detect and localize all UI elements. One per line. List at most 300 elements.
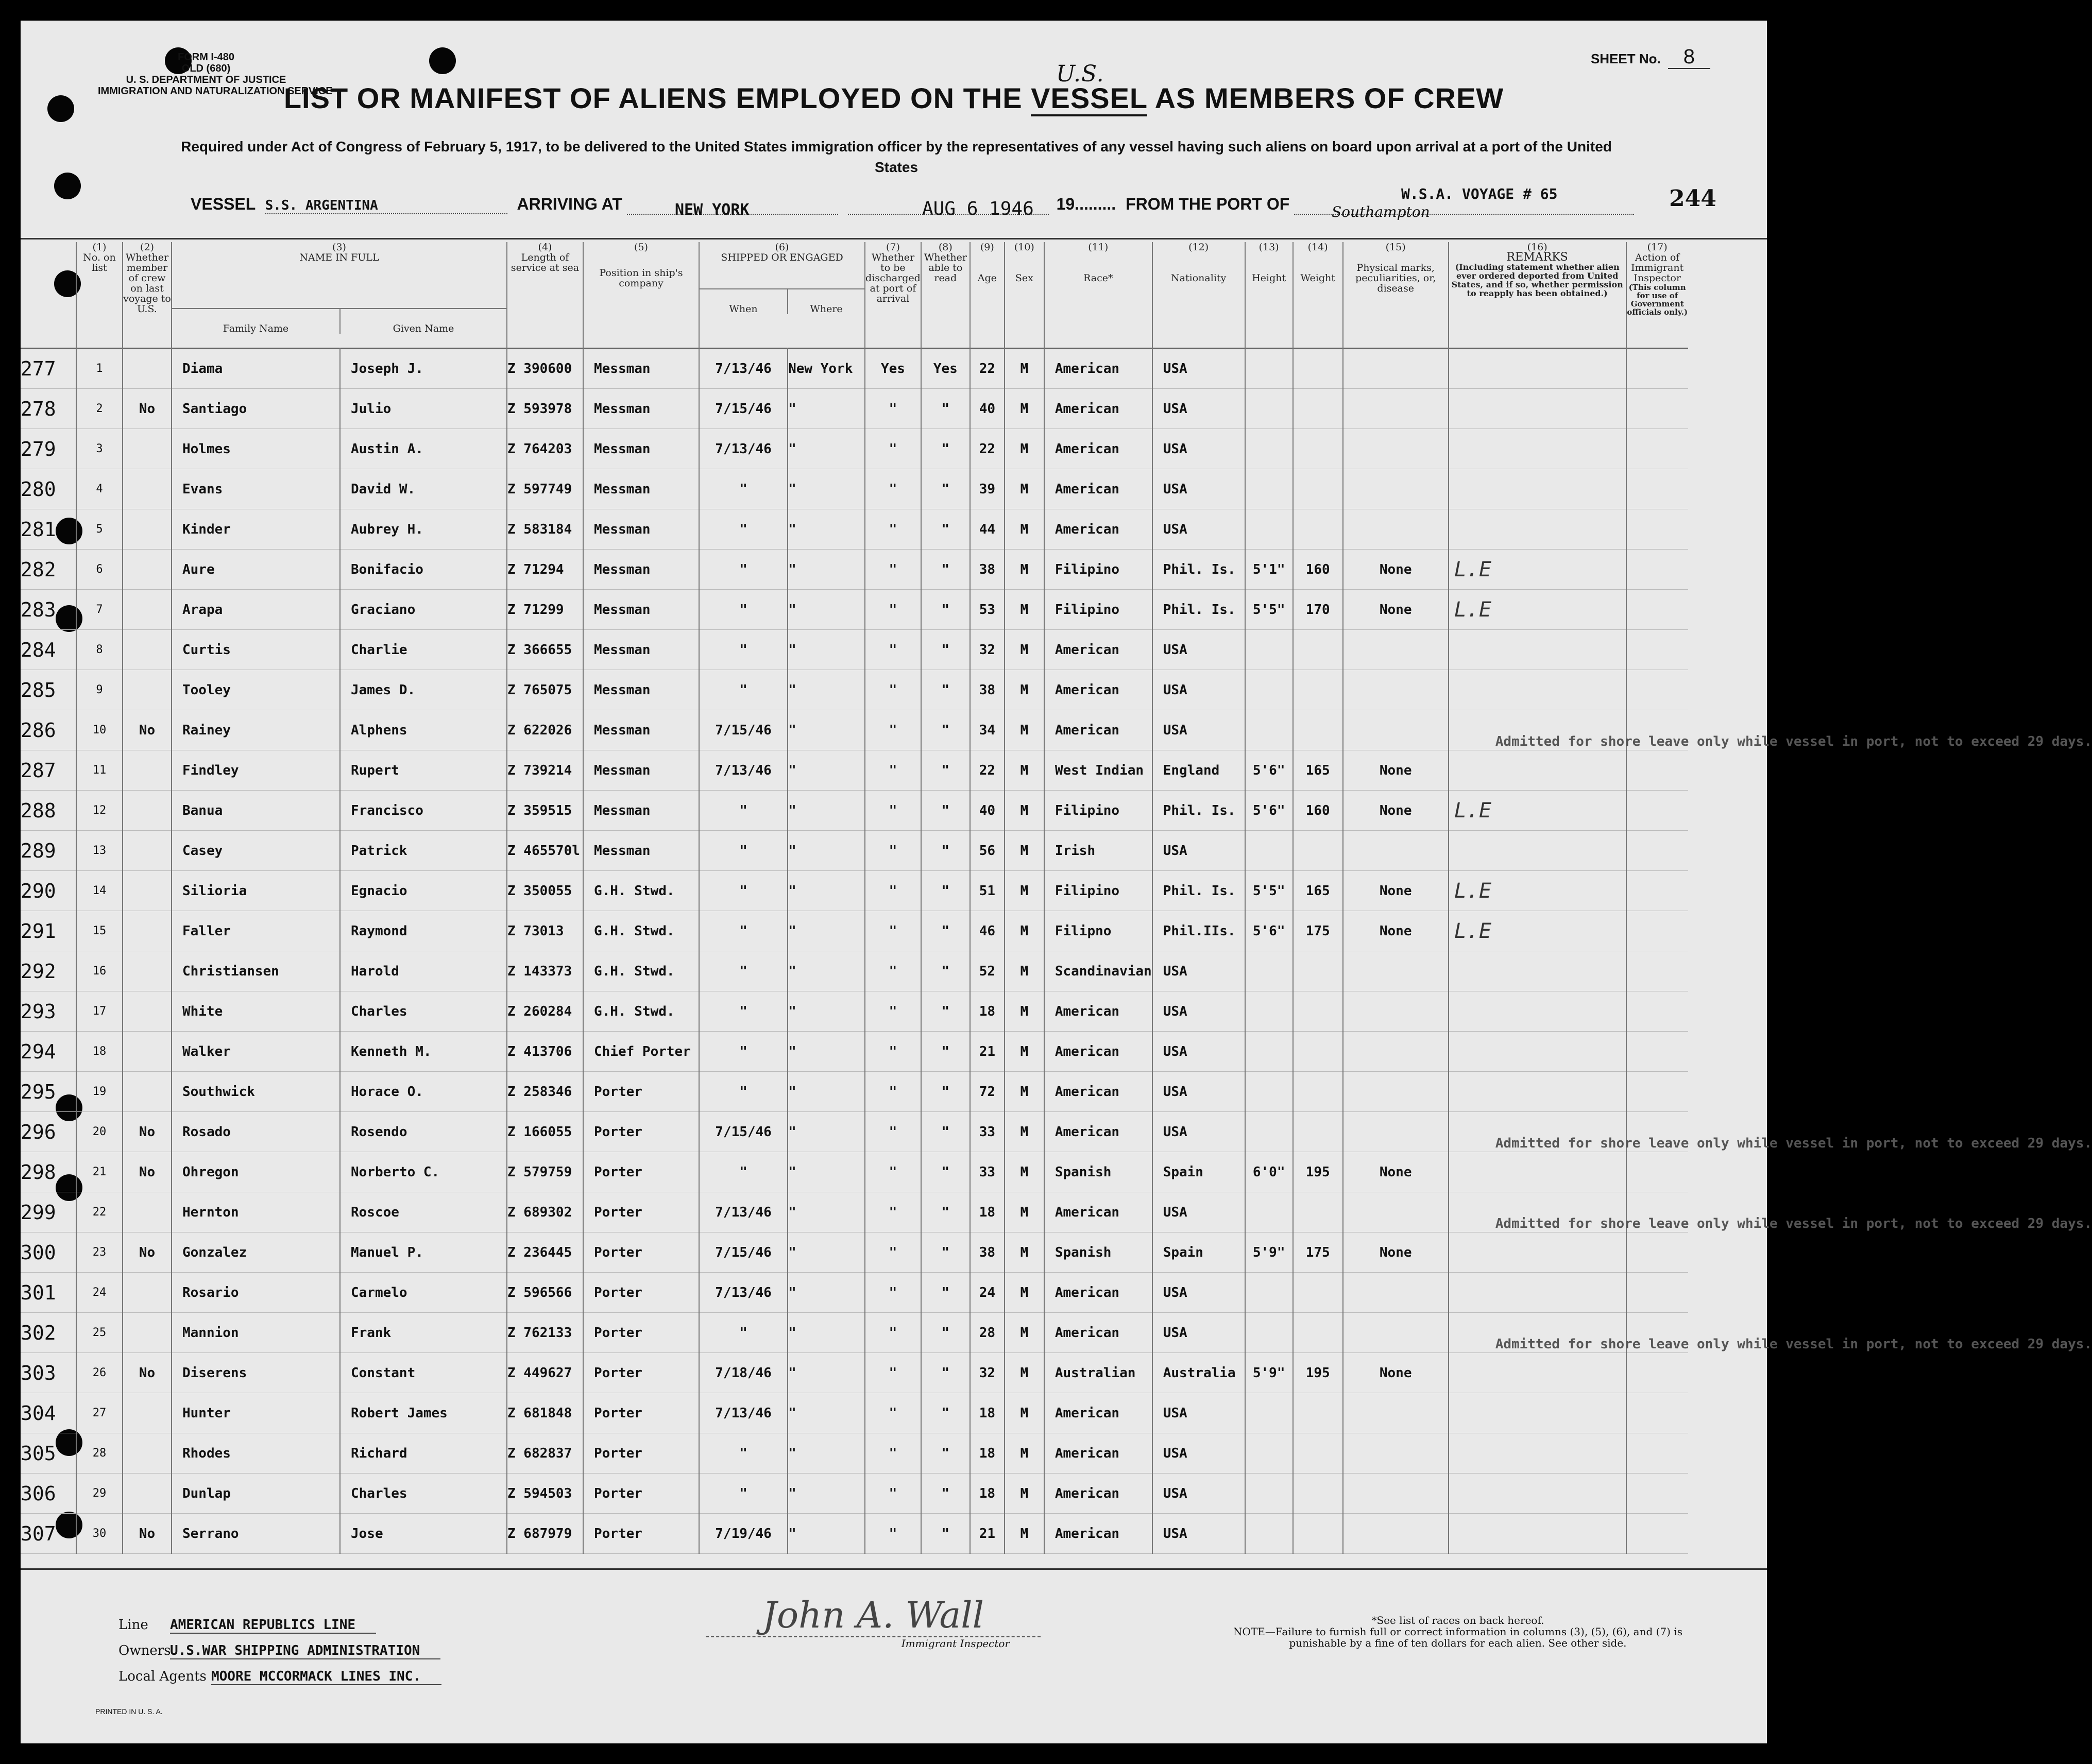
- physical-marks-cell: [1343, 951, 1449, 991]
- race-cell: American: [1044, 1393, 1152, 1433]
- given-name-cell: David W.: [340, 469, 507, 509]
- table-row: [21, 1514, 1688, 1554]
- certificate-cell: Z 258346: [507, 1072, 583, 1112]
- inspector-action-cell: [1626, 1474, 1688, 1514]
- inspector-action-cell: [1626, 670, 1688, 710]
- list-number-cell: 29: [76, 1474, 123, 1514]
- table-row: [21, 348, 1688, 389]
- weight-cell: [1293, 1273, 1343, 1313]
- able-to-read-cell: ": [921, 871, 970, 911]
- shipped-when-cell: ": [699, 831, 788, 871]
- shipped-when-cell: 7/15/46: [699, 389, 788, 429]
- sheet-number: [1591, 45, 1710, 68]
- height-cell: [1245, 1514, 1293, 1554]
- discharged-cell: ": [865, 1032, 921, 1072]
- line-number-cell: 303: [21, 1361, 56, 1384]
- age-cell: 22: [970, 348, 1005, 389]
- age-cell: 72: [970, 1072, 1005, 1112]
- shipped-where-cell: ": [788, 1313, 865, 1353]
- weight-cell: 165: [1293, 871, 1343, 911]
- printed-in: PRINTED IN U. S. A.: [95, 1707, 163, 1716]
- table-row: [21, 1273, 1688, 1313]
- family-name-cell: Curtis: [172, 630, 340, 670]
- family-name-cell: Gonzalez: [172, 1232, 340, 1273]
- table-row: [21, 710, 1688, 750]
- shipped-where-cell: ": [788, 1474, 865, 1514]
- form-number: FORM I-480: [177, 52, 235, 63]
- col-3-header: (3) NAME IN FULL Family Name Given Name: [172, 242, 507, 348]
- list-number-cell: 6: [76, 550, 123, 590]
- height-cell: [1245, 1474, 1293, 1514]
- discharged-cell: ": [865, 871, 921, 911]
- sex-cell: M: [1005, 1112, 1044, 1152]
- position-cell: Porter: [583, 1474, 699, 1514]
- physical-marks-cell: [1343, 1273, 1449, 1313]
- shipped-when-cell: ": [699, 791, 788, 831]
- inspector-action-cell: [1626, 871, 1688, 911]
- line-number-cell: 291: [21, 919, 56, 943]
- able-to-read-cell: ": [921, 951, 970, 991]
- sex-cell: M: [1005, 710, 1044, 750]
- last-voyage-cell: [123, 670, 172, 710]
- certificate-cell: Z 71299: [507, 590, 583, 630]
- height-cell: [1245, 469, 1293, 509]
- family-name-cell: Banua: [172, 791, 340, 831]
- list-number-cell: 18: [76, 1032, 123, 1072]
- list-number-cell: 2: [76, 389, 123, 429]
- physical-marks-cell: [1343, 509, 1449, 550]
- discharged-cell: ": [865, 831, 921, 871]
- family-name-cell: Mannion: [172, 1313, 340, 1353]
- last-voyage-cell: No: [123, 1353, 172, 1393]
- given-name-cell: Horace O.: [340, 1072, 507, 1112]
- shipped-when-cell: 7/18/46: [699, 1353, 788, 1393]
- last-voyage-cell: [123, 750, 172, 791]
- height-cell: 5'6": [1245, 911, 1293, 951]
- shipped-where-cell: ": [788, 911, 865, 951]
- list-number-cell: 23: [76, 1232, 123, 1273]
- race-cell: Filipino: [1044, 550, 1152, 590]
- inspector-action-cell: [1626, 791, 1688, 831]
- height-cell: [1245, 670, 1293, 710]
- shipped-when-cell: ": [699, 1313, 788, 1353]
- shipped-where-cell: ": [788, 871, 865, 911]
- last-voyage-cell: [123, 791, 172, 831]
- line-number-cell: 302: [21, 1321, 56, 1344]
- certificate-cell: Z 597749: [507, 469, 583, 509]
- nationality-cell: Phil. Is.: [1152, 590, 1245, 630]
- height-cell: [1245, 991, 1293, 1032]
- title-part-b: VESSEL: [1031, 82, 1147, 116]
- discharged-cell: ": [865, 911, 921, 951]
- discharged-cell: ": [865, 951, 921, 991]
- line-number-cell: 287: [21, 759, 56, 782]
- last-voyage-cell: [123, 509, 172, 550]
- year-label: 19.........: [1056, 195, 1116, 213]
- physical-marks-cell: None: [1343, 791, 1449, 831]
- discharged-cell: ": [865, 1072, 921, 1112]
- table-row: [21, 991, 1688, 1032]
- sex-cell: M: [1005, 1152, 1044, 1192]
- weight-cell: [1293, 429, 1343, 469]
- shipped-where-cell: ": [788, 1273, 865, 1313]
- given-name-cell: Rupert: [340, 750, 507, 791]
- remarks-cell: [1449, 1136, 2092, 1192]
- service: IMMIGRATION AND NATURALIZATION SERVICE: [98, 85, 333, 97]
- weight-cell: [1293, 1072, 1343, 1112]
- height-cell: 6'0": [1245, 1152, 1293, 1192]
- certificate-cell: Z 764203: [507, 429, 583, 469]
- given-name-cell: Kenneth M.: [340, 1032, 507, 1072]
- able-to-read-cell: ": [921, 1353, 970, 1393]
- position-cell: Messman: [583, 750, 699, 791]
- table-row: [21, 550, 1688, 590]
- physical-marks-cell: None: [1343, 911, 1449, 951]
- given-name-cell: Jose: [340, 1514, 507, 1554]
- able-to-read-cell: ": [921, 750, 970, 791]
- table-row: [21, 1474, 1688, 1514]
- weight-cell: [1293, 1032, 1343, 1072]
- list-number-cell: 30: [76, 1514, 123, 1554]
- race-cell: American: [1044, 389, 1152, 429]
- col-14-header: (14) Weight: [1293, 242, 1343, 348]
- age-cell: 33: [970, 1152, 1005, 1192]
- inspector-action-cell: [1626, 1072, 1688, 1112]
- race-cell: Filipino: [1044, 590, 1152, 630]
- physical-marks-cell: [1343, 710, 1449, 750]
- last-voyage-cell: [123, 1313, 172, 1353]
- family-name-cell: Rosario: [172, 1273, 340, 1313]
- certificate-cell: Z 739214: [507, 750, 583, 791]
- remarks-cell: [1449, 1337, 2092, 1393]
- table-row: [21, 831, 1688, 871]
- sex-cell: M: [1005, 348, 1044, 389]
- height-cell: [1245, 429, 1293, 469]
- nationality-cell: Australia: [1152, 1353, 1245, 1393]
- remarks-cell: [1449, 1474, 1626, 1514]
- certificate-cell: Z 622026: [507, 710, 583, 750]
- nationality-cell: USA: [1152, 1192, 1245, 1232]
- inspector-action-cell: [1626, 469, 1688, 509]
- age-cell: 38: [970, 1232, 1005, 1273]
- table-row: [21, 1313, 1688, 1353]
- table-row: [21, 1032, 1688, 1072]
- sex-cell: M: [1005, 469, 1044, 509]
- height-cell: [1245, 389, 1293, 429]
- position-cell: Messman: [583, 509, 699, 550]
- weight-cell: [1293, 831, 1343, 871]
- list-number-cell: 15: [76, 911, 123, 951]
- family-name-cell: Silioria: [172, 871, 340, 911]
- sex-cell: M: [1005, 1474, 1044, 1514]
- position-cell: Porter: [583, 1393, 699, 1433]
- height-cell: [1245, 831, 1293, 871]
- race-cell: American: [1044, 1072, 1152, 1112]
- line-number-cell: 288: [21, 799, 56, 822]
- shipped-when-cell: 7/19/46: [699, 1514, 788, 1554]
- given-name-cell: Patrick: [340, 831, 507, 871]
- age-cell: 38: [970, 550, 1005, 590]
- nationality-cell: USA: [1152, 509, 1245, 550]
- table-row: [21, 951, 1688, 991]
- shipped-where-cell: New York: [788, 348, 865, 389]
- owners-label: Owners: [118, 1643, 171, 1658]
- nationality-cell: USA: [1152, 389, 1245, 429]
- discharged-cell: ": [865, 389, 921, 429]
- weight-cell: [1293, 1192, 1343, 1232]
- sex-cell: M: [1005, 1433, 1044, 1474]
- age-cell: 32: [970, 630, 1005, 670]
- physical-marks-cell: None: [1343, 750, 1449, 791]
- height-cell: 5'1": [1245, 550, 1293, 590]
- list-number-cell: 14: [76, 871, 123, 911]
- age-cell: 21: [970, 1032, 1005, 1072]
- weight-cell: [1293, 1393, 1343, 1433]
- line-number-cell: 304: [21, 1401, 56, 1425]
- line-label: Line: [118, 1617, 148, 1633]
- able-to-read-cell: ": [921, 509, 970, 550]
- arrival-date-stamp: AUG 6 1946: [922, 198, 1034, 219]
- able-to-read-cell: ": [921, 1192, 970, 1232]
- shipped-where-cell: ": [788, 509, 865, 550]
- last-voyage-cell: [123, 991, 172, 1032]
- nationality-cell: Phil. Is.: [1152, 550, 1245, 590]
- age-cell: 24: [970, 1273, 1005, 1313]
- line-number-cell: 292: [21, 960, 56, 983]
- family-name-cell: Tooley: [172, 670, 340, 710]
- list-number-cell: 7: [76, 590, 123, 630]
- list-number-cell: 28: [76, 1433, 123, 1474]
- footer-company: [118, 1612, 441, 1689]
- shipped-when-cell: 7/13/46: [699, 429, 788, 469]
- discharged-cell: ": [865, 1232, 921, 1273]
- position-cell: Messman: [583, 831, 699, 871]
- inspector-action-cell: [1626, 1152, 1688, 1192]
- shipped-when-cell: 7/13/46: [699, 348, 788, 389]
- shipped-when-cell: 7/15/46: [699, 710, 788, 750]
- table-row: [21, 750, 1688, 791]
- age-cell: 40: [970, 389, 1005, 429]
- department: U. S. DEPARTMENT OF JUSTICE: [126, 74, 286, 85]
- sex-cell: M: [1005, 429, 1044, 469]
- inspector-action-cell: [1626, 550, 1688, 590]
- remarks-cell: [1449, 630, 1626, 670]
- position-cell: Messman: [583, 710, 699, 750]
- owners-value: U.S.WAR SHIPPING ADMINISTRATION: [170, 1643, 440, 1659]
- inspector-action-cell: [1626, 389, 1688, 429]
- weight-cell: [1293, 1313, 1343, 1353]
- able-to-read-cell: ": [921, 1152, 970, 1192]
- list-number-cell: 4: [76, 469, 123, 509]
- shipped-when-cell: 7/13/46: [699, 750, 788, 791]
- nationality-cell: USA: [1152, 1393, 1245, 1433]
- from-port-value: Southampton: [1332, 203, 1430, 220]
- remarks-cell: [1449, 1216, 2092, 1273]
- remarks-cell: [1449, 831, 1626, 871]
- family-name-cell: Findley: [172, 750, 340, 791]
- inspector-action-cell: [1626, 630, 1688, 670]
- discharged-cell: ": [865, 590, 921, 630]
- given-name-cell: Julio: [340, 389, 507, 429]
- list-number-cell: 16: [76, 951, 123, 991]
- list-number-cell: 11: [76, 750, 123, 791]
- last-voyage-cell: [123, 871, 172, 911]
- list-number-cell: 22: [76, 1192, 123, 1232]
- height-cell: [1245, 710, 1293, 750]
- height-cell: 5'9": [1245, 1232, 1293, 1273]
- able-to-read-cell: ": [921, 1393, 970, 1433]
- weight-cell: 175: [1293, 911, 1343, 951]
- given-name-cell: Robert James: [340, 1393, 507, 1433]
- able-to-read-cell: Yes: [921, 348, 970, 389]
- physical-marks-cell: [1343, 1072, 1449, 1112]
- shipped-when-cell: ": [699, 670, 788, 710]
- line-value: AMERICAN REPUBLICS LINE: [170, 1617, 376, 1634]
- race-cell: American: [1044, 710, 1152, 750]
- race-cell: Filipno: [1044, 911, 1152, 951]
- line-number-cell: 296: [21, 1120, 56, 1143]
- list-number-cell: 19: [76, 1072, 123, 1112]
- able-to-read-cell: ": [921, 429, 970, 469]
- line-number-cell: 282: [21, 558, 56, 581]
- able-to-read-cell: ": [921, 991, 970, 1032]
- family-name-cell: Faller: [172, 911, 340, 951]
- sex-cell: M: [1005, 1273, 1044, 1313]
- weight-cell: [1293, 389, 1343, 429]
- position-cell: G.H. Stwd.: [583, 991, 699, 1032]
- divider: [21, 1568, 1767, 1570]
- line-number-cell: 298: [21, 1160, 56, 1184]
- physical-marks-cell: [1343, 1112, 1449, 1152]
- remarks-cell: L.E: [1449, 871, 1626, 911]
- family-name-cell: Aure: [172, 550, 340, 590]
- remark-text: Admitted for shore leave only while vessel in port, not to exceed 29 days.: [1495, 734, 2092, 749]
- line-number-cell: 299: [21, 1201, 56, 1224]
- sheet-label: SHEET No.: [1590, 51, 1661, 66]
- shipped-when-cell: ": [699, 1152, 788, 1192]
- weight-cell: [1293, 509, 1343, 550]
- position-cell: Messman: [583, 590, 699, 630]
- weight-cell: 165: [1293, 750, 1343, 791]
- table-row: [21, 590, 1688, 630]
- discharged-cell: ": [865, 1273, 921, 1313]
- age-cell: 21: [970, 1514, 1005, 1554]
- table-row: [21, 1393, 1688, 1433]
- weight-cell: [1293, 630, 1343, 670]
- nationality-cell: Spain: [1152, 1152, 1245, 1192]
- race-cell: American: [1044, 1192, 1152, 1232]
- able-to-read-cell: ": [921, 1072, 970, 1112]
- race-cell: American: [1044, 1474, 1152, 1514]
- col-12-header: (12) Nationality: [1152, 242, 1245, 348]
- inspector-action-cell: [1626, 831, 1688, 871]
- line-number-cell: 300: [21, 1241, 56, 1264]
- shipped-where-cell: ": [788, 1232, 865, 1273]
- weight-cell: [1293, 1433, 1343, 1474]
- discharged-cell: ": [865, 630, 921, 670]
- col-15-header: (15) Physical marks, peculiarities, or, disease: [1343, 242, 1449, 348]
- last-voyage-cell: [123, 469, 172, 509]
- weight-cell: [1293, 1514, 1343, 1554]
- agents-label: Local Agents: [118, 1669, 207, 1684]
- shipped-where-cell: ": [788, 389, 865, 429]
- able-to-read-cell: ": [921, 550, 970, 590]
- nationality-cell: Phil. Is.: [1152, 871, 1245, 911]
- discharged-cell: ": [865, 1393, 921, 1433]
- col-7-header: (7) Whether to be discharged at port of arrival: [865, 242, 921, 348]
- weight-cell: 195: [1293, 1152, 1343, 1192]
- position-cell: Messman: [583, 389, 699, 429]
- sheet-value: 8: [1668, 45, 1710, 69]
- certificate-cell: Z 366655: [507, 630, 583, 670]
- title-handwritten-us: U.S.: [1056, 61, 1104, 87]
- line-number-cell: 277: [21, 357, 56, 380]
- table-row: [21, 1152, 1688, 1192]
- weight-cell: 175: [1293, 1232, 1343, 1273]
- shipped-where-cell: ": [788, 590, 865, 630]
- last-voyage-cell: [123, 550, 172, 590]
- shipped-where-cell: ": [788, 1433, 865, 1474]
- age-cell: 39: [970, 469, 1005, 509]
- position-cell: Porter: [583, 1514, 699, 1554]
- family-name-cell: Diama: [172, 348, 340, 389]
- col-13-header: (13) Height: [1245, 242, 1293, 348]
- shipped-when-cell: ": [699, 951, 788, 991]
- shipped-when-cell: ": [699, 991, 788, 1032]
- sex-cell: M: [1005, 991, 1044, 1032]
- race-cell: Spanish: [1044, 1232, 1152, 1273]
- race-cell: American: [1044, 1313, 1152, 1353]
- able-to-read-cell: ": [921, 1273, 970, 1313]
- physical-marks-cell: [1343, 991, 1449, 1032]
- certificate-cell: Z 166055: [507, 1112, 583, 1152]
- age-cell: 40: [970, 791, 1005, 831]
- position-cell: Porter: [583, 1192, 699, 1232]
- able-to-read-cell: ": [921, 710, 970, 750]
- col-2-header: (2) Whether member of crew on last voyage to U.S.: [123, 242, 172, 348]
- weight-cell: [1293, 670, 1343, 710]
- discharged-cell: ": [865, 710, 921, 750]
- race-cell: Scandinavian: [1044, 951, 1152, 991]
- list-number-cell: 24: [76, 1273, 123, 1313]
- shipped-when-cell: ": [699, 509, 788, 550]
- nationality-cell: USA: [1152, 1112, 1245, 1152]
- last-voyage-cell: [123, 348, 172, 389]
- table-row: [21, 871, 1688, 911]
- shipped-when-cell: ": [699, 630, 788, 670]
- manifest-sheet: [21, 21, 2092, 1743]
- given-name-cell: Francisco: [340, 791, 507, 831]
- list-number-cell: 21: [76, 1152, 123, 1192]
- remarks-cell: [1449, 1514, 1626, 1554]
- physical-marks-cell: [1343, 1393, 1449, 1433]
- age-cell: 44: [970, 509, 1005, 550]
- position-cell: G.H. Stwd.: [583, 951, 699, 991]
- agents-value: MOORE MCCORMACK LINES INC.: [211, 1669, 441, 1685]
- shipped-where-cell: ": [788, 1514, 865, 1554]
- last-voyage-cell: [123, 1072, 172, 1112]
- able-to-read-cell: ": [921, 670, 970, 710]
- title-part-a: LIST OR MANIFEST OF ALIENS EMPLOYED ON THE: [283, 82, 1023, 114]
- discharged-cell: ": [865, 1474, 921, 1514]
- remarks-cell: [1449, 1072, 1626, 1112]
- discharged-cell: ": [865, 429, 921, 469]
- inspector-action-cell: [1626, 951, 1688, 991]
- height-cell: 5'6": [1245, 750, 1293, 791]
- height-cell: [1245, 509, 1293, 550]
- given-name-cell: Charles: [340, 991, 507, 1032]
- height-cell: 5'6": [1245, 791, 1293, 831]
